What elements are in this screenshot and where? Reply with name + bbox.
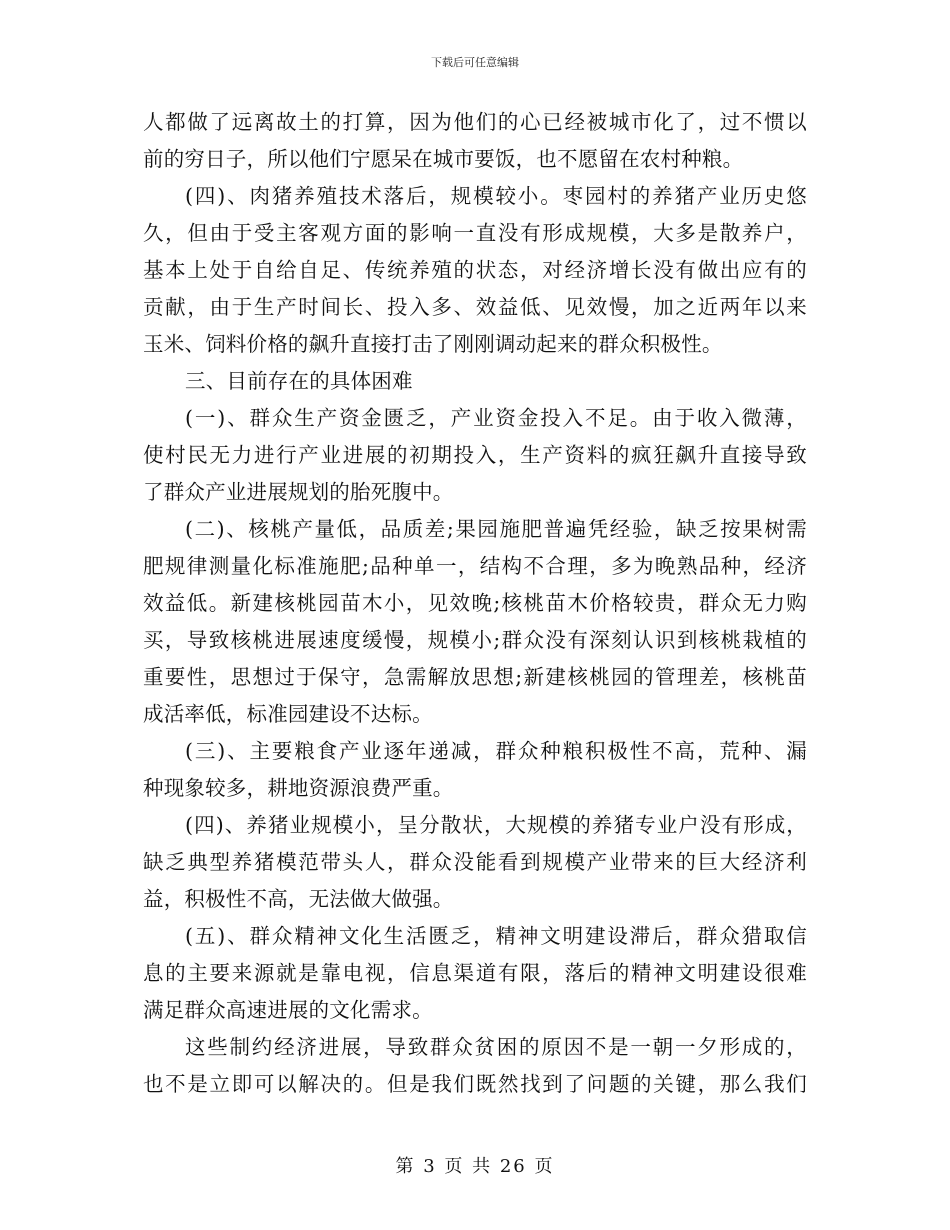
text-line: 种现象较多，耕地资源浪费严重。 [143, 776, 454, 800]
text-line: (五)、群众精神文化生活匮乏，精神文明建设滞后，群众猎取信 [185, 924, 807, 948]
text-line: 了群众产业进展规划的胎死腹中。 [143, 480, 454, 504]
text-line: 缺乏典型养猪模范带头人，群众没能看到规模产业带来的巨大经济利 [143, 850, 807, 874]
text-line: 满足群众高速进展的文化需求。 [143, 998, 433, 1022]
text-line: 成活率低，标准园建设不达标。 [143, 702, 433, 726]
text-line: 这些制约经济进展，导致群众贫困的原因不是一朝一夕形成的， [185, 1035, 807, 1059]
text-line: 益，积极性不高，无法做大做强。 [143, 887, 454, 911]
text-line: 使村民无力进行产业进展的初期投入，生产资料的疯狂飙升直接导致 [143, 443, 807, 467]
text-line: 息的主要来源就是靠电视，信息渠道有限，落后的精神文明建设很难 [143, 961, 807, 985]
text-line: (四)、肉猪养殖技术落后，规模较小。枣园村的养猪产业历史悠 [185, 184, 807, 208]
body-text [143, 104, 807, 1103]
text-line: (三)、主要粮食产业逐年递减，群众种粮积极性不高，荒种、漏 [185, 739, 807, 763]
text-line: 贡献，由于生产时间长、投入多、效益低、见效慢，加之近两年以来 [143, 295, 807, 319]
text-line: 久，但由于受主客观方面的影响一直没有形成规模，大多是散养户， [143, 221, 807, 245]
text-line: 人都做了远离故土的打算，因为他们的心已经被城市化了，过不惯以 [143, 110, 807, 134]
text-line: 重要性，思想过于保守，急需解放思想;新建核桃园的管理差，核桃苗 [143, 665, 807, 689]
text-line: (一)、群众生产资金匮乏，产业资金投入不足。由于收入微薄， [185, 406, 807, 430]
text-line: 肥规律测量化标准施肥;品种单一，结构不合理，多为晚熟品种，经济 [143, 554, 807, 578]
section-heading: 三、目前存在的具体困难 [185, 369, 413, 393]
text-line: (四)、养猪业规模小，呈分散状，大规模的养猪专业户没有形成， [185, 813, 807, 837]
page-number: 第 3 页 共 26 页 [395, 1156, 555, 1177]
text-line: 效益低。新建核桃园苗木小，见效晚;核桃苗木价格较贵，群众无力购 [143, 591, 807, 615]
header-note: 下载后可任意编辑 [431, 56, 519, 69]
text-line: 基本上处于自给自足、传统养殖的状态，对经济增长没有做出应有的 [143, 258, 807, 282]
text-line: (二)、核桃产量低，品质差;果园施肥普遍凭经验，缺乏按果树需 [185, 517, 807, 541]
text-line: 买，导致核桃进展速度缓慢，规模小;群众没有深刻认识到核桃栽植的 [143, 628, 807, 652]
text-line: 前的穷日子，所以他们宁愿呆在城市要饭，也不愿留在农村种粮。 [143, 147, 744, 171]
text-line: 也不是立即可以解决的。但是我们既然找到了问题的关键，那么我们 [143, 1072, 807, 1096]
text-line: 玉米、饲料价格的飙升直接打击了刚刚调动起来的群众积极性。 [143, 332, 723, 356]
